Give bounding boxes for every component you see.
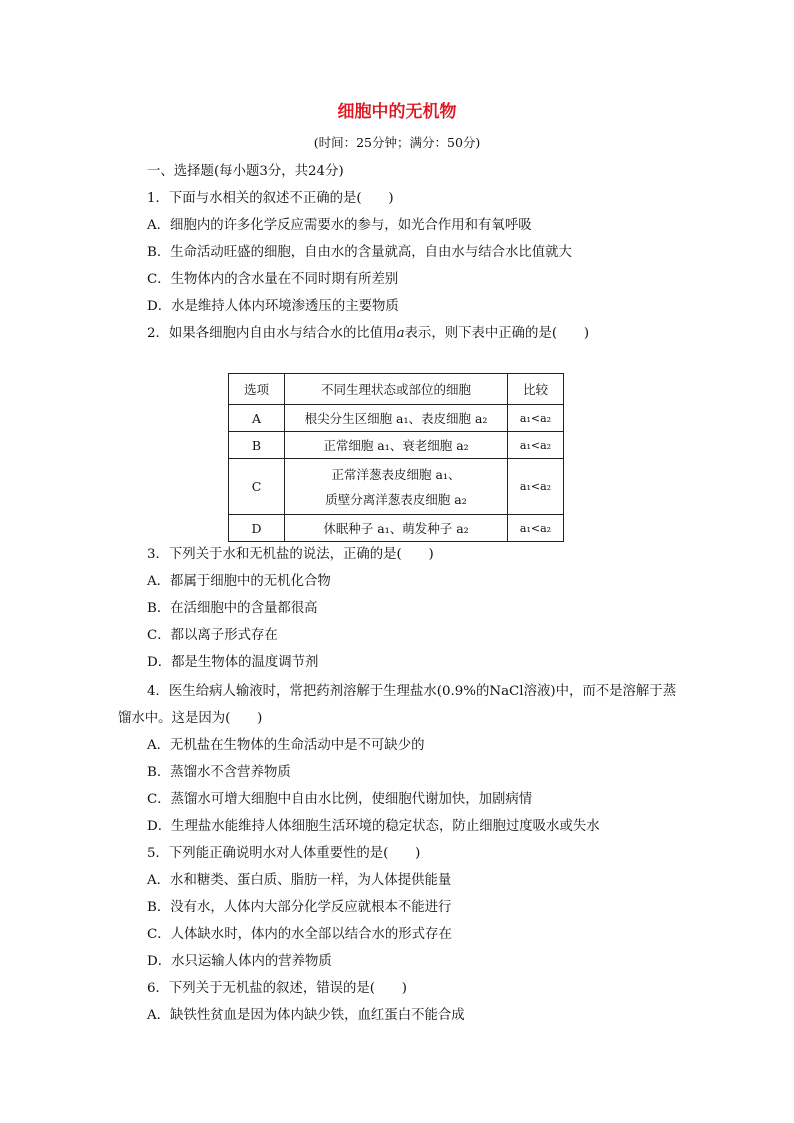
section-heading: 一、选择题(每小题3分，共24分) bbox=[147, 164, 344, 179]
row-compare: a₁<a₂ bbox=[508, 405, 564, 432]
row-cells: 休眠种子 a₁、萌发种子 a₂ bbox=[285, 515, 508, 542]
q6-option-a: A．缺铁性贫血是因为体内缺少铁，血红蛋白不能合成 bbox=[147, 1008, 465, 1023]
q1-option-b: B．生命活动旺盛的细胞，自由水的含量就高，自由水与结合水比值就大 bbox=[147, 245, 572, 260]
table-row bbox=[229, 459, 564, 515]
row-cells-line-2: 质壁分离洋葱表皮细胞 a₂ bbox=[325, 491, 467, 507]
q5-option-d: D．水只运输人体内的营养物质 bbox=[147, 954, 332, 969]
row-cells-line-1: 正常洋葱表皮细胞 a₁、 bbox=[331, 466, 461, 482]
row-cells: 正常细胞 a₁、衰老细胞 a₂ bbox=[285, 432, 508, 459]
q2-stem-variable: a bbox=[396, 326, 405, 341]
q2-stem-before: 2．如果各细胞内自由水与结合水的比值用 bbox=[147, 326, 397, 341]
q3-stem: 3．下列关于水和无机盐的说法，正确的是( ) bbox=[147, 547, 434, 562]
header-cells: 不同生理状态或部位的细胞 bbox=[285, 374, 508, 405]
q2-stem-after: 表示，则下表中正确的是( ) bbox=[404, 326, 590, 341]
q4-stem: 4．医生给病人输液时，常把药剂溶解于生理盐水(0.9%的NaCl溶液)中，而不是溶解于蒸馏水中。这是因为( ) bbox=[118, 684, 677, 726]
row-option: C bbox=[229, 459, 285, 515]
q5-option-c: C．人体缺水时，体内的水全部以结合水的形式存在 bbox=[147, 927, 452, 942]
q6-stem: 6．下列关于无机盐的叙述，错误的是( ) bbox=[147, 981, 407, 996]
time-score-note: (时间：25分钟；满分：50分) bbox=[313, 135, 481, 150]
q2-table bbox=[228, 373, 564, 542]
q3-option-d: D．都是生物体的温度调节剂 bbox=[147, 655, 319, 670]
row-compare: a₁<a₂ bbox=[508, 515, 564, 542]
q1-option-a: A．细胞内的许多化学反应需要水的参与，如光合作用和有氧呼吸 bbox=[147, 218, 532, 233]
row-compare: a₁<a₂ bbox=[508, 432, 564, 459]
q4-option-d: D．生理盐水能维持人体细胞生活环境的稳定状态，防止细胞过度吸水或失水 bbox=[147, 819, 600, 834]
q5-stem: 5．下列能正确说明水对人体重要性的是( ) bbox=[147, 846, 421, 861]
q1-stem: 1．下面与水相关的叙述不正确的是( ) bbox=[147, 191, 394, 206]
header-option: 选项 bbox=[229, 374, 285, 405]
q3-option-a: A．都属于细胞中的无机化合物 bbox=[147, 574, 331, 589]
row-option: A bbox=[229, 405, 285, 432]
q3-option-c: C．都以离子形式存在 bbox=[147, 628, 278, 643]
q4-option-a: A．无机盐在生物体的生命活动中是不可缺少的 bbox=[147, 738, 425, 753]
header-compare: 比较 bbox=[508, 374, 564, 405]
q5-option-a: A．水和糖类、蛋白质、脂肪一样，为人体提供能量 bbox=[147, 873, 452, 888]
row-cells: 根尖分生区细胞 a₁、表皮细胞 a₂ bbox=[285, 405, 508, 432]
table-row bbox=[229, 432, 564, 459]
table-row bbox=[229, 515, 564, 542]
q4-option-b: B．蒸馏水不含营养物质 bbox=[147, 765, 291, 780]
table-row bbox=[229, 405, 564, 432]
q1-option-c: C．生物体内的含水量在不同时期有所差别 bbox=[147, 272, 399, 287]
q2-stem bbox=[147, 322, 589, 341]
q3-option-b: B．在活细胞中的含量都很高 bbox=[147, 601, 318, 616]
q4-option-c: C．蒸馏水可增大细胞中自由水比例，使细胞代谢加快，加剧病情 bbox=[147, 792, 533, 807]
q1-option-d: D．水是维持人体内环境渗透压的主要物质 bbox=[147, 299, 399, 314]
row-compare: a₁<a₂ bbox=[508, 459, 564, 515]
page-title: 细胞中的无机物 bbox=[337, 102, 457, 122]
table-header-row bbox=[229, 374, 564, 405]
row-option: B bbox=[229, 432, 285, 459]
row-option: D bbox=[229, 515, 285, 542]
row-cells bbox=[285, 459, 508, 515]
q5-option-b: B．没有水，人体内大部分化学反应就根本不能进行 bbox=[147, 900, 452, 915]
